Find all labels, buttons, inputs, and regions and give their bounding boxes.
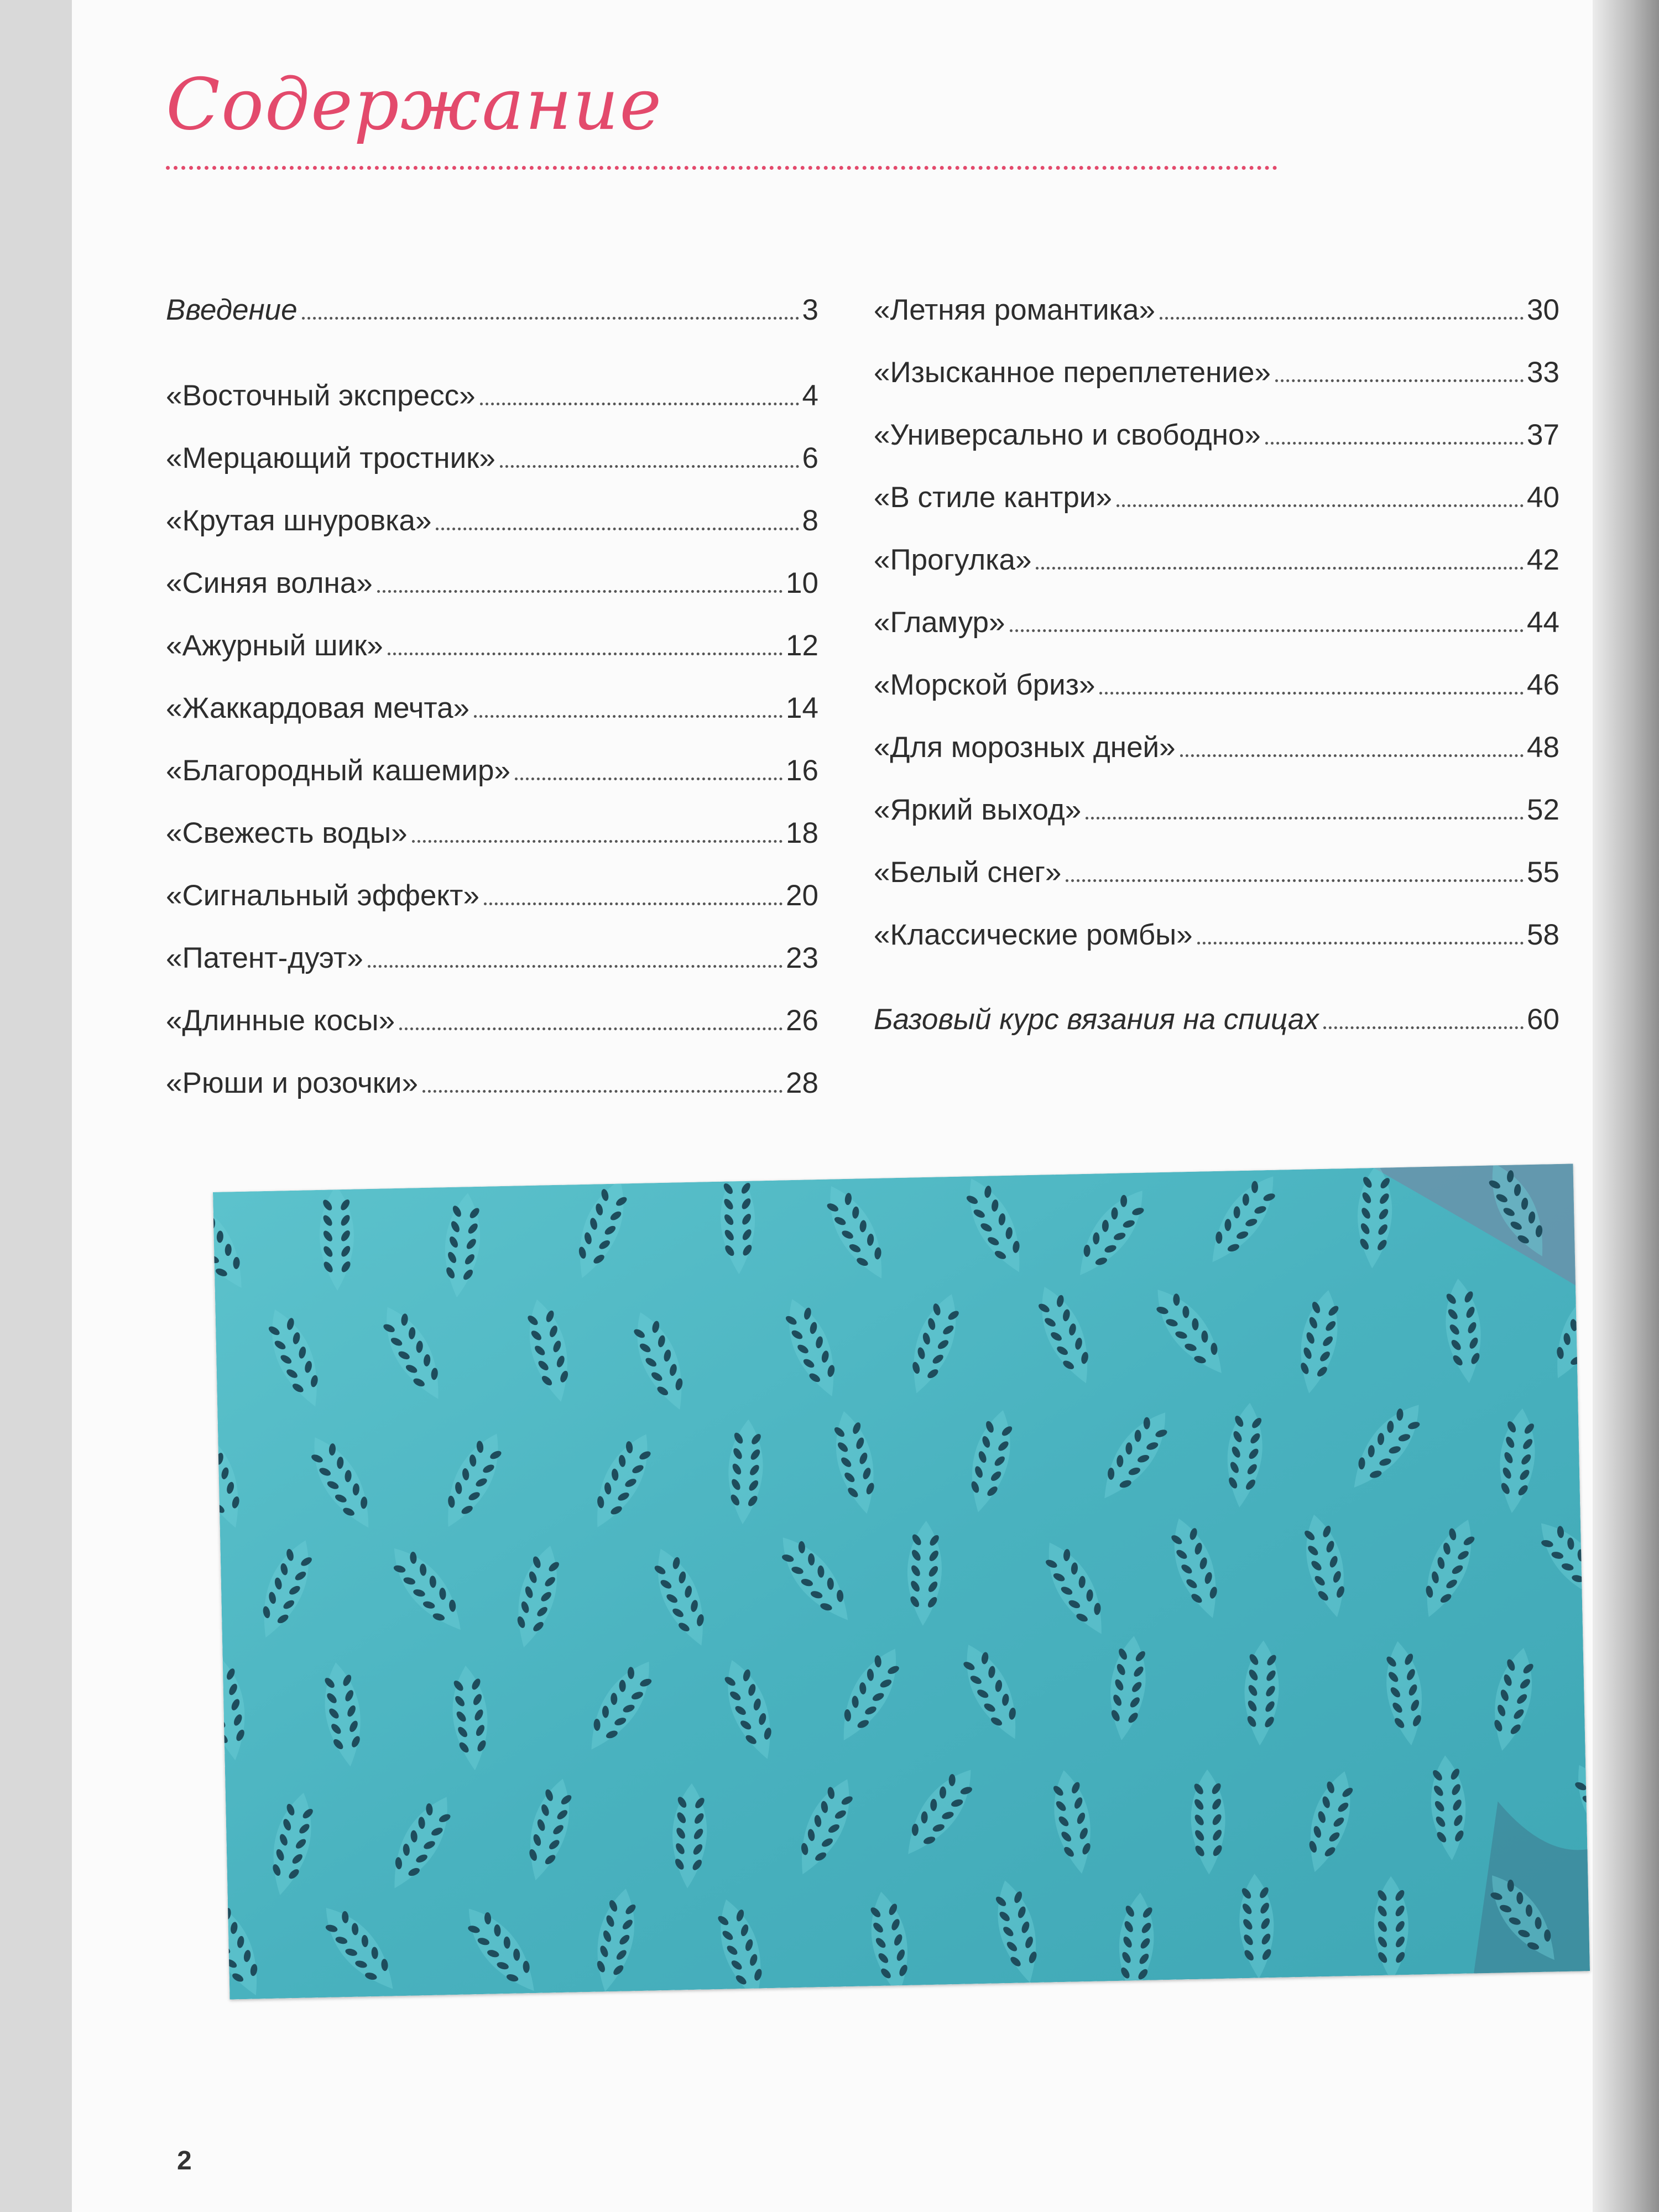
- toc-entry[interactable]: [874, 1003, 1559, 1065]
- toc-entry-page: 48: [1527, 731, 1559, 764]
- toc-entry-page: 10: [786, 567, 818, 599]
- toc-entry-title: «Для морозных дней»: [874, 731, 1176, 764]
- toc-leader: [1323, 1026, 1524, 1029]
- toc-entry-title: «Восточный экспресс»: [166, 379, 476, 412]
- toc-leader: [1197, 942, 1524, 945]
- toc-leader: [1099, 692, 1524, 695]
- toc-leader: [412, 840, 782, 843]
- toc-entry-page: 23: [786, 942, 818, 974]
- toc-leader: [377, 590, 782, 593]
- toc-entry[interactable]: [166, 1066, 818, 1129]
- knitted-lace-photo: [213, 1164, 1590, 1999]
- toc-leader: [1066, 879, 1524, 882]
- toc-entry-title: «Классические ромбы»: [874, 919, 1193, 951]
- toc-leader: [500, 465, 799, 468]
- toc-leader: [1275, 379, 1524, 382]
- toc-entry-title: «Сигнальный эффект»: [166, 879, 479, 912]
- toc-left-column: [166, 293, 818, 1129]
- toc-entry-page: 14: [786, 692, 818, 724]
- toc-entry[interactable]: [166, 1004, 818, 1066]
- toc-entry-page: 33: [1527, 356, 1559, 389]
- toc-leader: [1036, 567, 1524, 570]
- toc-entry-page: 12: [786, 629, 818, 662]
- toc-entry[interactable]: [166, 816, 818, 879]
- toc-entry-page: 6: [802, 442, 818, 474]
- toc-entry[interactable]: [166, 754, 818, 816]
- page-number: 2: [177, 2146, 192, 2176]
- toc-entry-title: «Жаккардовая мечта»: [166, 692, 470, 724]
- toc-entry-page: 42: [1527, 544, 1559, 576]
- toc-entry-title: Введение: [166, 294, 298, 326]
- toc-entry-page: 46: [1527, 669, 1559, 701]
- toc-leader: [1086, 817, 1524, 820]
- toc-leader: [1010, 629, 1524, 632]
- toc-leader: [484, 902, 782, 905]
- toc-entry[interactable]: [874, 418, 1559, 481]
- toc-entry-title: «Благородный кашемир»: [166, 754, 510, 787]
- toc-entry[interactable]: [166, 379, 818, 441]
- toc-entry-page: 55: [1527, 856, 1559, 889]
- toc-entry-page: 40: [1527, 481, 1559, 514]
- toc-entry-page: 52: [1527, 794, 1559, 826]
- page-edge: [1593, 0, 1659, 2212]
- toc-entry-title: «Патент-дуэт»: [166, 942, 363, 974]
- toc-entry[interactable]: [874, 731, 1559, 793]
- toc-entry-page: 4: [802, 379, 818, 412]
- toc-entry-title: «Универсально и свободно»: [874, 419, 1261, 451]
- toc-entry-page: 58: [1527, 919, 1559, 951]
- toc-entry[interactable]: [874, 481, 1559, 543]
- book-page: [72, 0, 1593, 2212]
- toc-leader: [399, 1027, 782, 1030]
- toc-entry[interactable]: [166, 566, 818, 629]
- toc-leader: [1180, 754, 1524, 757]
- toc-entry-title: «Яркий выход»: [874, 794, 1082, 826]
- toc-entry[interactable]: [166, 879, 818, 941]
- toc-entry-title: «Крутая шнуровка»: [166, 504, 432, 537]
- toc-entry-title: «Изысканное переплетение»: [874, 356, 1271, 389]
- toc-entry-title: «Прогулка»: [874, 544, 1032, 576]
- toc-entry-title: «Синяя волна»: [166, 567, 373, 599]
- toc-entry[interactable]: [166, 441, 818, 504]
- toc-entry-page: 16: [786, 754, 818, 787]
- toc-leader: [474, 715, 782, 718]
- toc-leader: [480, 403, 799, 405]
- toc-entry[interactable]: [166, 293, 818, 379]
- toc-entry[interactable]: [874, 543, 1559, 606]
- toc-entry-page: 60: [1527, 1003, 1559, 1036]
- toc-leader: [436, 528, 799, 530]
- toc-leader: [1117, 504, 1524, 507]
- knitted-lace-photo-icon: [213, 1164, 1590, 1999]
- toc-leader: [302, 317, 799, 320]
- toc-entry[interactable]: [874, 606, 1559, 668]
- toc-entry[interactable]: [874, 793, 1559, 855]
- toc-leader: [1160, 317, 1524, 320]
- toc-entry[interactable]: [166, 504, 818, 566]
- toc-entry-title: «Свежесть воды»: [166, 817, 408, 849]
- toc-entry-title: «Белый снег»: [874, 856, 1062, 889]
- toc-entry-title: «Длинные косы»: [166, 1004, 395, 1037]
- toc-right-column: [874, 293, 1559, 1065]
- toc-entry-title: «Гламур»: [874, 606, 1005, 639]
- toc-entry-page: 26: [786, 1004, 818, 1037]
- toc-entry-title: «В стиле кантри»: [874, 481, 1112, 514]
- toc-leader: [368, 965, 782, 968]
- toc-entry-page: 20: [786, 879, 818, 912]
- toc-entry-page: 37: [1527, 419, 1559, 451]
- toc-leader: [515, 778, 782, 780]
- toc-entry-page: 18: [786, 817, 818, 849]
- toc-entry[interactable]: [874, 918, 1559, 980]
- toc-entry-title: «Рюши и розочки»: [166, 1067, 419, 1099]
- toc-entry[interactable]: [874, 855, 1559, 918]
- toc-entry-page: 30: [1527, 294, 1559, 326]
- toc-leader: [1265, 442, 1524, 445]
- toc-entry-page: 3: [802, 294, 818, 326]
- toc-entry-title: Базовый курс вязания на спицах: [874, 1003, 1319, 1036]
- toc-entry-page: 8: [802, 504, 818, 537]
- toc-entry-title: «Морской бриз»: [874, 669, 1095, 701]
- toc-entry-title: «Ажурный шик»: [166, 629, 383, 662]
- toc-entry[interactable]: [166, 941, 818, 1004]
- toc-entry[interactable]: [166, 691, 818, 754]
- toc-entry-title: «Мерцающий тростник»: [166, 442, 495, 474]
- toc-entry[interactable]: [874, 293, 1559, 356]
- toc-entry[interactable]: [874, 668, 1559, 731]
- page-title: Содержание: [166, 64, 663, 146]
- toc-entry[interactable]: [874, 356, 1559, 418]
- toc-entry-page: 44: [1527, 606, 1559, 639]
- toc-entry[interactable]: [166, 629, 818, 691]
- toc-entry-page: 28: [786, 1067, 818, 1099]
- title-divider: [166, 166, 1277, 170]
- toc-leader: [388, 653, 782, 655]
- toc-entry-title: «Летняя романтика»: [874, 294, 1155, 326]
- toc-leader: [422, 1090, 782, 1093]
